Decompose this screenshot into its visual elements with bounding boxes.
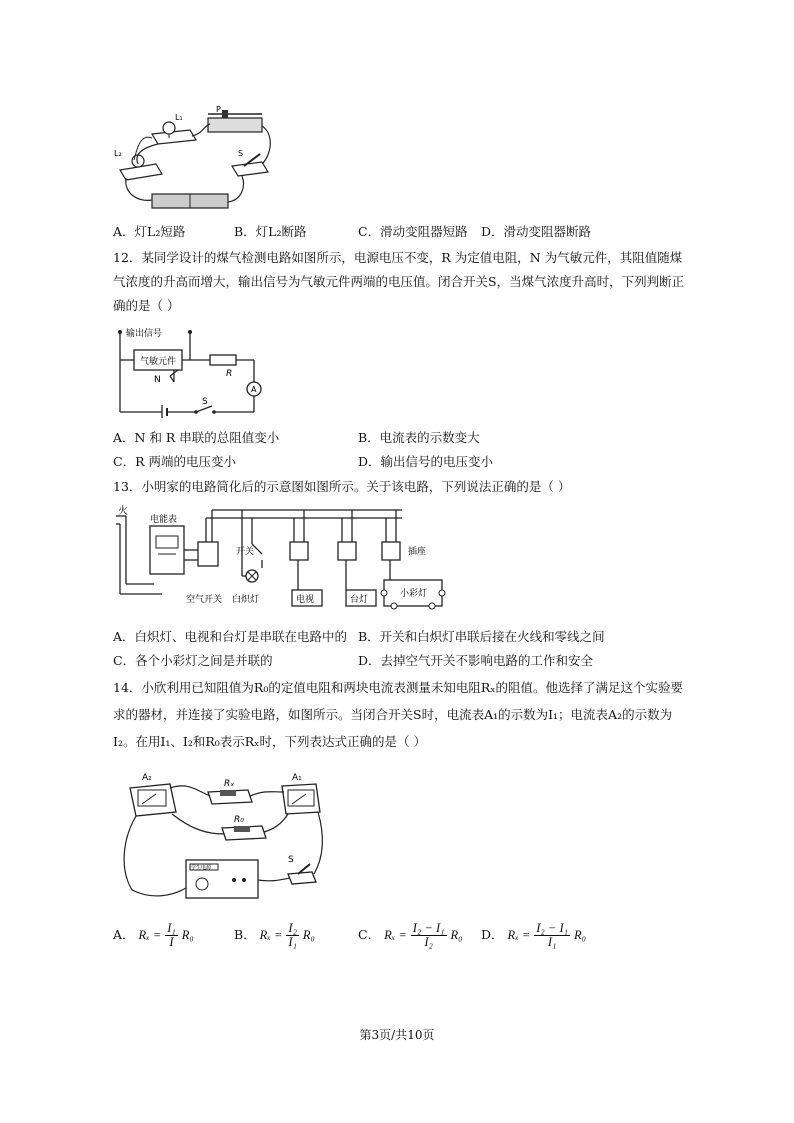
q14-option-b-rhs: R₀ xyxy=(302,928,315,942)
q14-circuit-figure xyxy=(112,770,332,906)
q11-option-d[interactable]: D．滑动变阻器断路 xyxy=(481,224,592,239)
q12-label-sensor: 气敏元件 xyxy=(140,357,177,367)
q11-circuit-figure xyxy=(112,104,274,214)
q12-circuit-figure xyxy=(112,326,272,418)
q14-option-a-lhs: Rₓ = xyxy=(138,928,162,942)
q14-option-c-lhs: Rₓ = xyxy=(384,928,407,942)
q11-label-l1: L₁ xyxy=(175,113,183,122)
q14-label-power: 学生电源 xyxy=(191,865,212,871)
q13-label-tv: 电视 xyxy=(296,595,315,605)
q13-label-breaker: 空气开关 xyxy=(186,595,223,605)
q14-option-c-fraction: $\frac{\text{I₂ − I₁}}{\text{I₂}}$ xyxy=(412,921,445,949)
q14-option-b[interactable] xyxy=(234,920,315,950)
q12-stem-line1: 12．某同学设计的煤气检测电路如图所示，电源电压不变，R 为定值电阻，N 为气敏元件，其阻值随煤 xyxy=(113,250,683,265)
q14-option-b-fraction: $\frac{\text{I₂}}{\text{I₁}}$ xyxy=(288,921,297,949)
q14-option-a-fraction: $\frac{\text{I₁}}{I}$ xyxy=(167,921,176,949)
q12-stem-line2: 气浓度的升高而增大，输出信号为气敏元件两端的电压值。闭合开关S，当煤气浓度升高时，下列判断正 xyxy=(113,274,685,289)
q13-stem-line1: 13．小明家的电路简化后的示意图如图所示。关于该电路，下列说法正确的是（ ） xyxy=(113,479,571,494)
q13-label-fire: 火 xyxy=(118,506,128,517)
q12-label-r: R xyxy=(226,369,233,379)
q14-stem-line3: I₂。在用I₁、I₂和R₀表示Rₓ时，下列表达式正确的是（ ） xyxy=(113,734,426,749)
q13-circuit-figure xyxy=(112,504,446,616)
q13-option-b[interactable]: B．开关和白炽灯串联后接在火线和零线之间 xyxy=(358,629,605,644)
q12-option-c[interactable]: C．R 两端的电压变小 xyxy=(113,454,236,469)
q14-option-c[interactable] xyxy=(358,920,462,950)
q14-stem-line1: 14．小欣利用已知阻值为R₀的定值电阻和两块电流表测量未知电阻Rₓ的阻值。他选择了满足这个实验要 xyxy=(113,680,684,695)
q14-option-b-label: B． xyxy=(234,927,256,942)
q13-label-switch: 开关 xyxy=(236,547,255,557)
q14-option-b-lhs: Rₓ = xyxy=(259,928,283,942)
q14-option-a-label: A． xyxy=(113,927,135,942)
q14-option-a[interactable] xyxy=(113,920,194,950)
q13-option-a[interactable]: A．白炽灯、电视和台灯是串联在电路中的 xyxy=(113,629,348,644)
q14-option-d-fraction: $\frac{\text{I₂ − I₁}}{\text{I₁}}$ xyxy=(536,921,568,949)
q12-option-b[interactable]: B．电流表的示数变大 xyxy=(358,430,480,445)
q14-option-d-rhs: R₀ xyxy=(573,928,586,942)
q14-option-d-label: D． xyxy=(481,927,504,942)
q13-option-c[interactable]: C．各个小彩灯之间是并联的 xyxy=(113,653,273,668)
q14-option-a-rhs: R₀ xyxy=(181,928,194,942)
q11-label-s: S xyxy=(238,149,244,158)
q12-label-ammeter: A xyxy=(251,385,257,394)
q11-label-p: P xyxy=(216,105,221,114)
q14-label-s: S xyxy=(288,855,294,865)
q14-label-a2: A₂ xyxy=(142,773,152,783)
q12-label-s: S xyxy=(202,397,208,407)
q13-label-small-lamps: 小彩灯 xyxy=(400,589,428,599)
q14-option-d[interactable] xyxy=(481,920,586,950)
q14-label-r0: R₀ xyxy=(234,815,244,825)
q11-option-c[interactable]: C．滑动变阻器短路 xyxy=(358,224,468,239)
q11-option-b[interactable]: B．灯L₂断路 xyxy=(234,224,307,239)
q14-option-c-rhs: R₀ xyxy=(450,928,463,942)
q12-label-output: 输出信号 xyxy=(126,329,163,339)
q14-option-d-lhs: Rₓ = xyxy=(507,928,531,942)
q13-label-desk-lamp: 台灯 xyxy=(350,595,369,605)
q14-option-c-label: C． xyxy=(358,927,381,942)
q14-stem-line2: 求的器材，并连接了实验电路，如图所示。当闭合开关S时，电流表A₁的示数为I₁；电流表A₂的示数为 xyxy=(113,707,673,722)
page-footer: 第3页/共10页 xyxy=(359,1028,435,1042)
q12-stem-line3: 确的是（ ） xyxy=(113,298,180,313)
q13-label-socket: 插座 xyxy=(408,547,427,557)
q11-option-a[interactable]: A．灯L₂短路 xyxy=(113,224,186,239)
q14-label-a1: A₁ xyxy=(292,773,302,783)
q13-label-lamp: 白炽灯 xyxy=(232,595,260,605)
q12-option-d[interactable]: D．输出信号的电压变小 xyxy=(358,454,494,469)
q12-label-n: N xyxy=(154,375,161,385)
q13-option-d[interactable]: D．去掉空气开关不影响电路的工作和安全 xyxy=(358,653,594,668)
q14-label-rx: Rₓ xyxy=(224,779,235,789)
q13-label-meter: 电能表 xyxy=(150,515,178,525)
q11-label-l2: L₂ xyxy=(114,149,122,158)
q12-option-a[interactable]: A．N 和 R 串联的总阻值变小 xyxy=(113,430,280,445)
